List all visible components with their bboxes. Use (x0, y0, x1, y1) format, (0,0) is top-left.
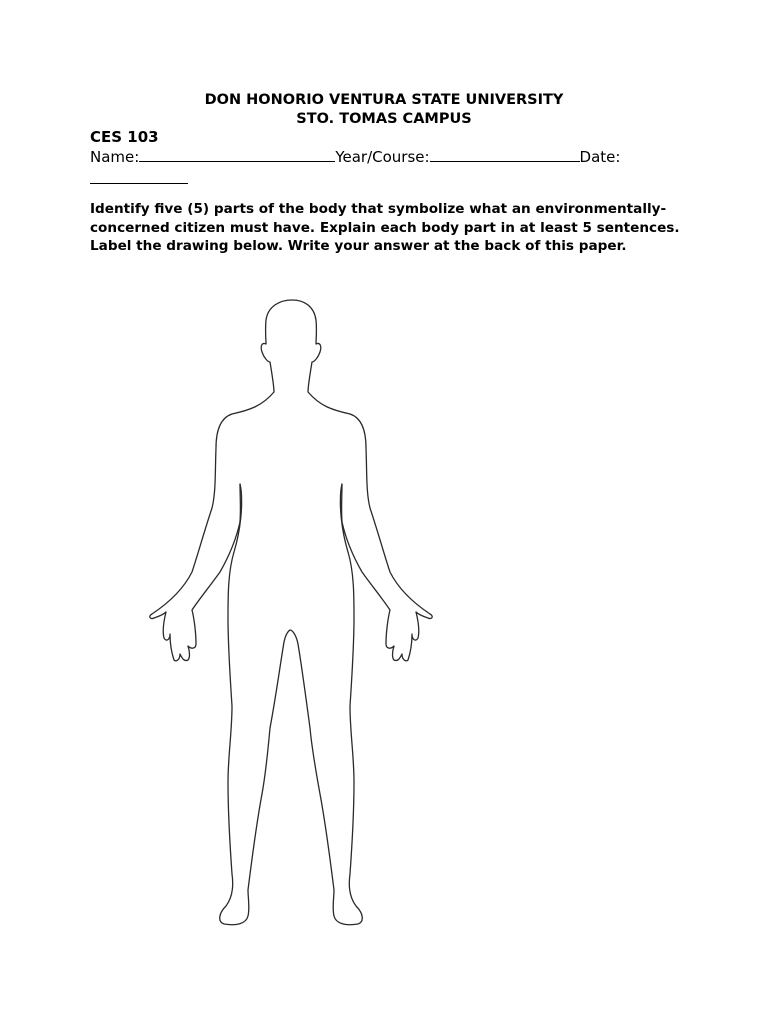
course-code: CES 103 (90, 128, 159, 146)
date-label: Date: (579, 148, 621, 166)
year-course-label: Year/Course: (335, 148, 430, 166)
student-info-line (90, 147, 620, 166)
name-blank[interactable] (139, 147, 335, 162)
university-title: DON HONORIO VENTURA STATE UNIVERSITY (204, 92, 564, 108)
instructions: Identify five (5) parts of the body that symbolize what an environmentally-concerned citizen must have. Explain each body part in at least 5 sentences. Label the drawing below. Write your answer at the back of this paper. (90, 201, 680, 254)
body-outline (150, 300, 432, 925)
year-course-blank[interactable] (430, 147, 580, 162)
human-body-outline-icon (140, 296, 450, 932)
name-label: Name: (90, 148, 140, 166)
date-blank[interactable] (90, 169, 188, 184)
campus-title: STO. TOMAS CAMPUS (296, 111, 472, 127)
